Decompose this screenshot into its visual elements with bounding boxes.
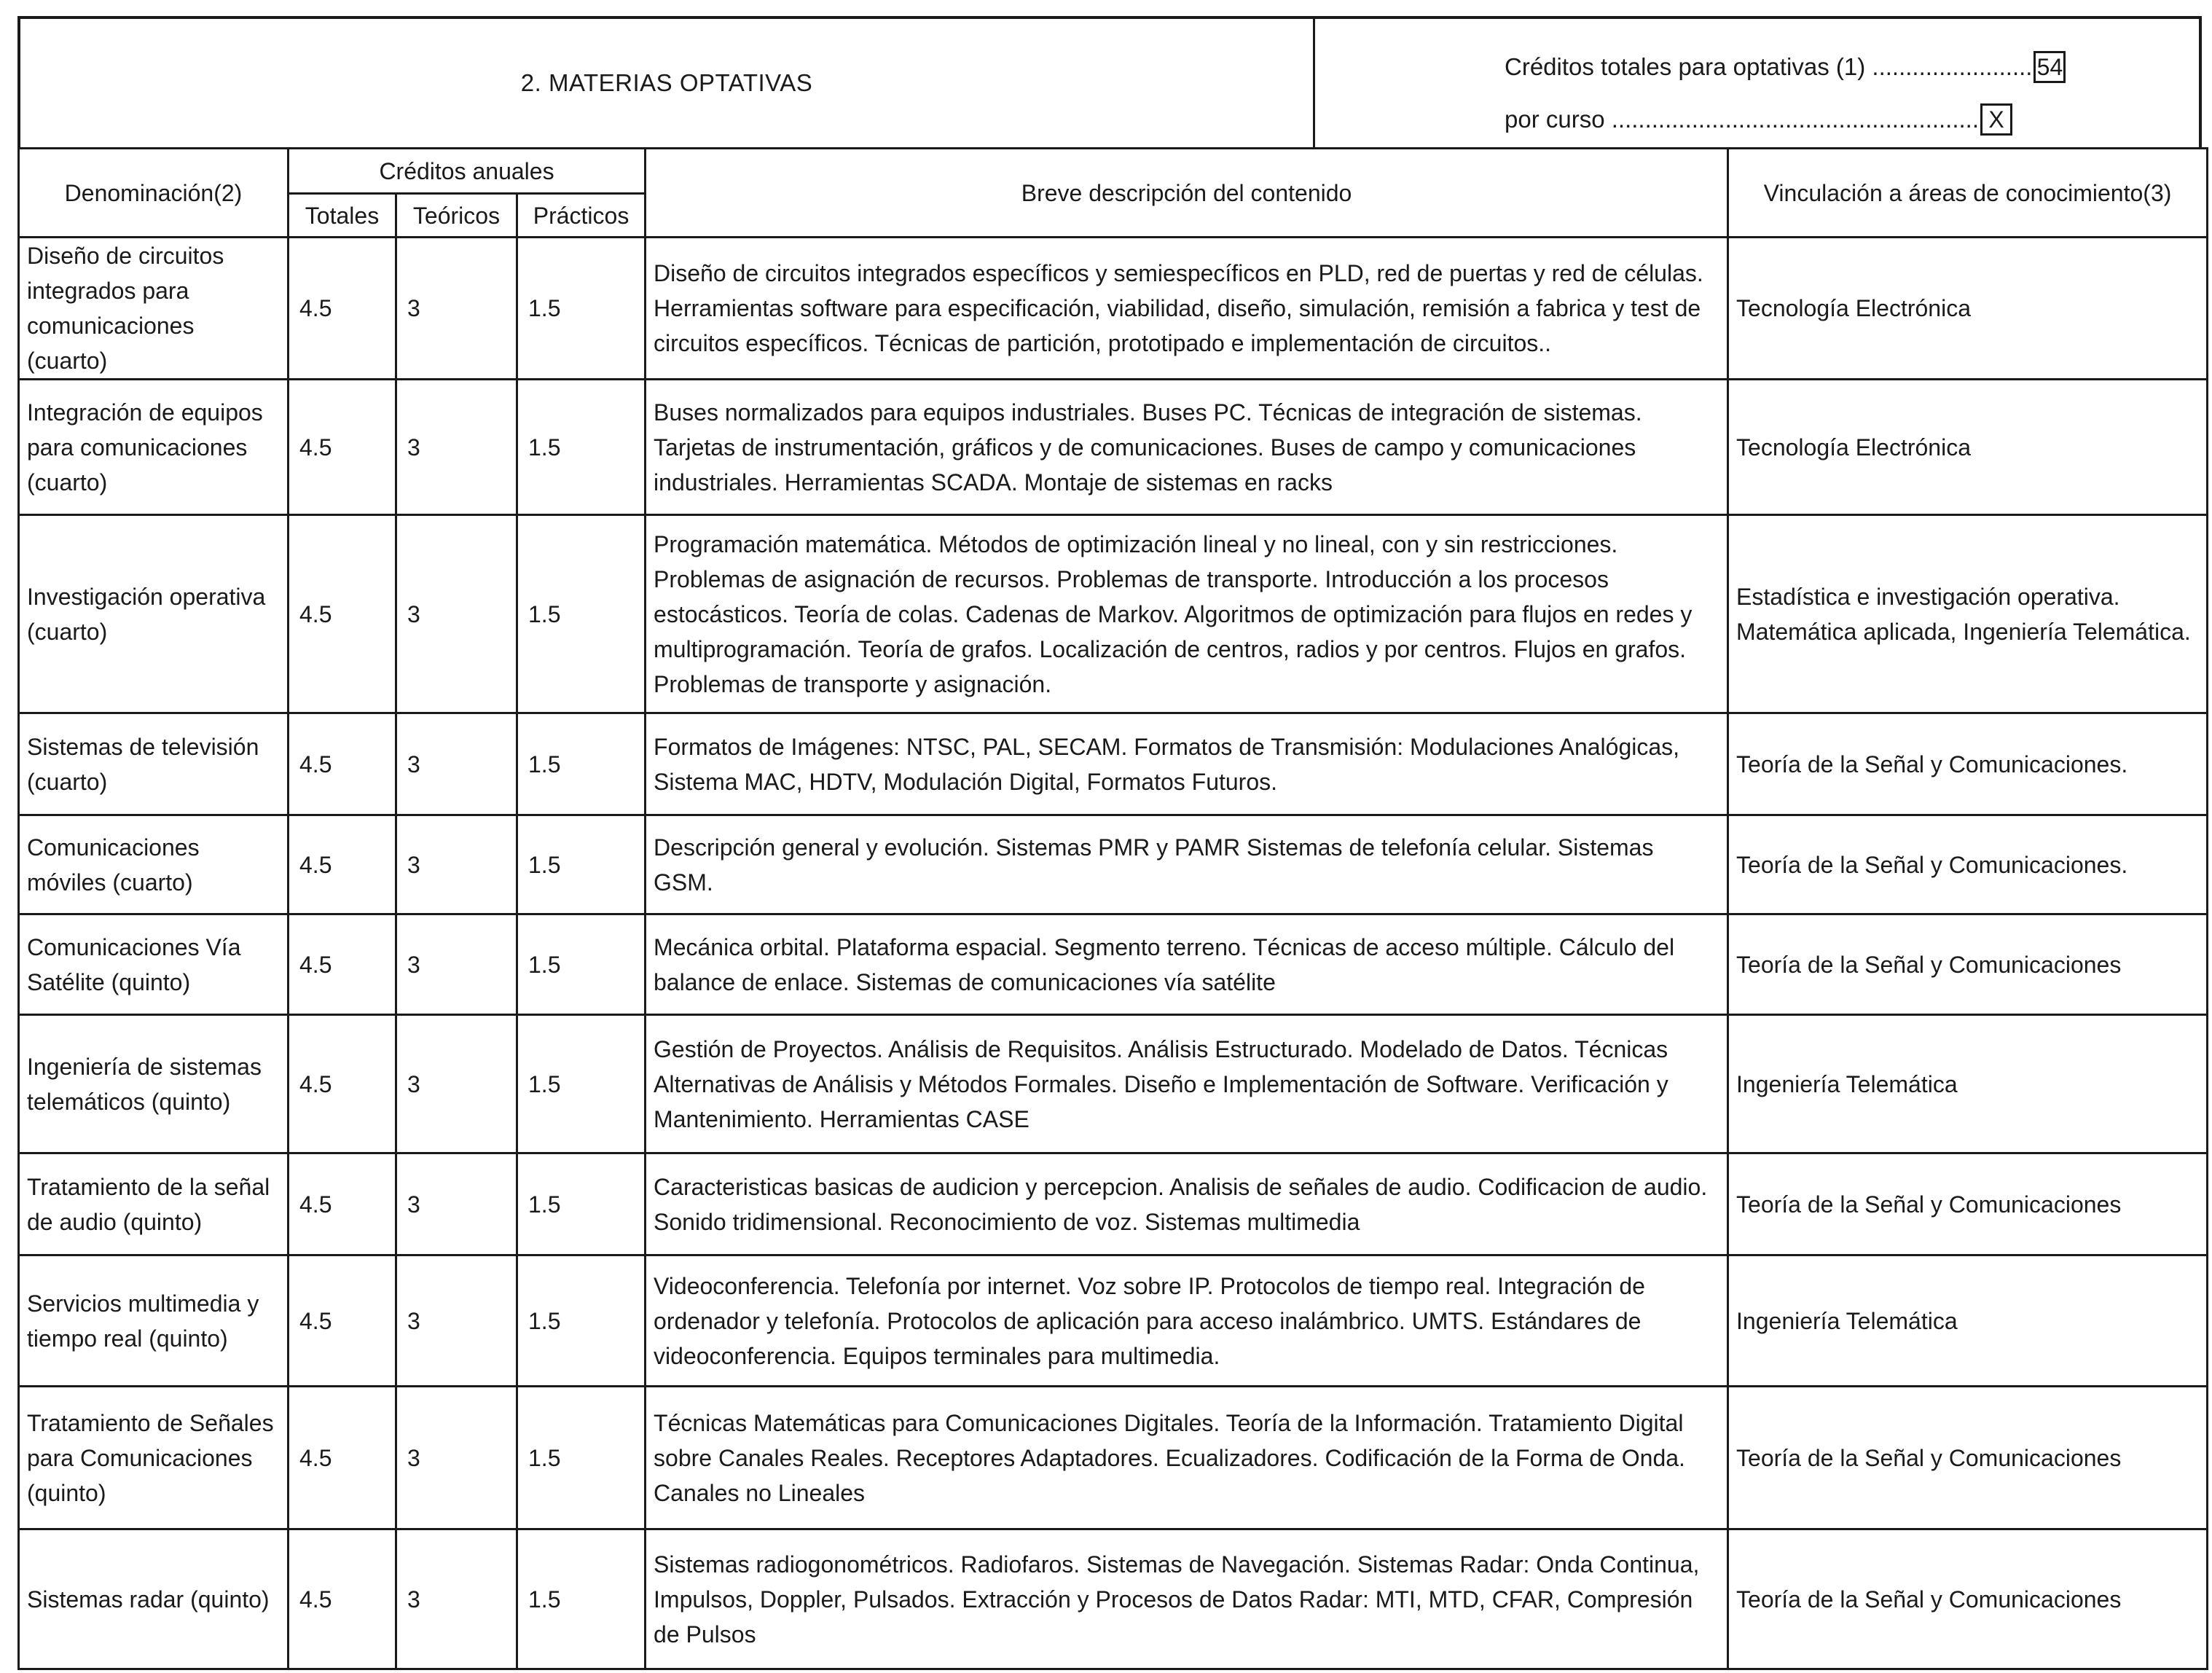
credits-teoricos: 3 [396, 1015, 517, 1153]
per-course-line [1505, 93, 2199, 146]
knowledge-area: Tecnología Electrónica [1728, 380, 2208, 515]
credits-teoricos: 3 [396, 1153, 517, 1255]
subject-name: Tratamiento de la señal de audio (quinto) [19, 1153, 289, 1255]
subject-description: Mecánica orbital. Plataforma espacial. Segmento terreno. Técnicas de acceso múltiple. Cálculo del balance de enlace. Sistemas de comunicaciones vía satélite [646, 914, 1728, 1015]
col-header-teoricos: Teóricos [396, 194, 517, 238]
credits-totales: 4.5 [289, 238, 396, 380]
subject-description: Formatos de Imágenes: NTSC, PAL, SECAM. Formatos de Transmisión: Modulaciones Analógicas, Sistema MAC, HDTV, Modulación Digital, Formatos Futuros. [646, 713, 1728, 815]
credits-totales: 4.5 [289, 1387, 396, 1529]
credits-teoricos: 3 [396, 815, 517, 914]
credits-total-line [1505, 41, 2199, 93]
col-header-descripcion: Breve descripción del contenido [646, 149, 1728, 238]
subject-name: Ingeniería de sistemas telemáticos (quinto) [19, 1015, 289, 1153]
table-row [19, 1255, 2208, 1387]
per-course-checkbox: X [1980, 103, 2012, 136]
credits-total-value: 54 [2033, 51, 2066, 83]
document-sheet [17, 16, 2202, 1670]
table-row [19, 380, 2208, 515]
credits-totales: 4.5 [289, 1153, 396, 1255]
col-header-denominacion: Denominación(2) [19, 149, 289, 238]
knowledge-area: Tecnología Electrónica [1728, 238, 2208, 380]
credits-totales: 4.5 [289, 515, 396, 713]
table-row [19, 515, 2208, 713]
credits-totales: 4.5 [289, 1015, 396, 1153]
credits-practicos: 1.5 [517, 1387, 646, 1529]
credits-practicos: 1.5 [517, 515, 646, 713]
credits-practicos: 1.5 [517, 713, 646, 815]
subject-description: Caracteristicas basicas de audicion y percepcion. Analisis de señales de audio. Codificacion de audio. Sonido tridimensional. Reconocimiento de voz. Sistemas multimedia [646, 1153, 1728, 1255]
section-title: 2. MATERIAS OPTATIVAS [20, 19, 1315, 147]
header-row [19, 149, 2208, 194]
subject-description: Descripción general y evolución. Sistemas PMR y PAMR Sistemas de telefonía celular. Sistemas GSM. [646, 815, 1728, 914]
credits-practicos: 1.5 [517, 1529, 646, 1669]
credits-teoricos: 3 [396, 1255, 517, 1387]
knowledge-area: Teoría de la Señal y Comunicaciones [1728, 1387, 2208, 1529]
col-header-creditos-anuales: Créditos anuales [289, 149, 646, 194]
subject-name: Sistemas radar (quinto) [19, 1529, 289, 1669]
subject-name: Comunicaciones Vía Satélite (quinto) [19, 914, 289, 1015]
table-row [19, 1015, 2208, 1153]
subject-description: Gestión de Proyectos. Análisis de Requisitos. Análisis Estructurado. Modelado de Datos. Técnicas Alternativas de Análisis y Métodos Formales. Diseño e Implementación de Software. Verificación y Mantenimiento. Herramientas CASE [646, 1015, 1728, 1153]
credits-practicos: 1.5 [517, 815, 646, 914]
credits-teoricos: 3 [396, 380, 517, 515]
table-row [19, 713, 2208, 815]
section-header [17, 16, 2202, 147]
credits-practicos: 1.5 [517, 238, 646, 380]
knowledge-area: Ingeniería Telemática [1728, 1255, 2208, 1387]
knowledge-area: Ingeniería Telemática [1728, 1015, 2208, 1153]
credits-teoricos: 3 [396, 515, 517, 713]
credits-practicos: 1.5 [517, 1255, 646, 1387]
credits-teoricos: 3 [396, 1387, 517, 1529]
subject-description: Sistemas radiogonométricos. Radiofaros. Sistemas de Navegación. Sistemas Radar: Onda Continua, Impulsos, Doppler, Pulsados. Extracción y Procesos de Datos Radar: MTI, MTD, CFAR, Compresión de Pulsos [646, 1529, 1728, 1669]
table-row [19, 914, 2208, 1015]
subject-description: Videoconferencia. Telefonía por internet. Voz sobre IP. Protocolos de tiempo real. Integración de ordenador y telefonía. Protocolos de aplicación para acceso inalámbrico. UMTS. Estándares de videoconferencia. Equipos terminales para multimedia. [646, 1255, 1728, 1387]
subject-name: Comunicaciones móviles (cuarto) [19, 815, 289, 914]
subject-name: Sistemas de televisión (cuarto) [19, 713, 289, 815]
knowledge-area: Estadística e investigación operativa. Matemática aplicada, Ingeniería Telemática. [1728, 515, 2208, 713]
credits-totales: 4.5 [289, 815, 396, 914]
knowledge-area: Teoría de la Señal y Comunicaciones [1728, 1529, 2208, 1669]
col-header-practicos: Prácticos [517, 194, 646, 238]
credits-practicos: 1.5 [517, 380, 646, 515]
table-row [19, 1153, 2208, 1255]
knowledge-area: Teoría de la Señal y Comunicaciones. [1728, 713, 2208, 815]
table-row [19, 815, 2208, 914]
col-header-totales: Totales [289, 194, 396, 238]
per-course-label: por curso ....................................................... [1505, 106, 1979, 133]
knowledge-area: Teoría de la Señal y Comunicaciones [1728, 1153, 2208, 1255]
credits-total-label: Créditos totales para optativas (1) ........................ [1505, 53, 2033, 80]
subject-description: Diseño de circuitos integrados específicos y semiespecíficos en PLD, red de puertas y red de células. Herramientas software para especificación, viabilidad, diseño, simulación, remisión a fabrica y test de circuitos específicos. Técnicas de partición, prototipado e implementación de circuitos.. [646, 238, 1728, 380]
credits-practicos: 1.5 [517, 914, 646, 1015]
credits-totales: 4.5 [289, 1529, 396, 1669]
subject-description: Técnicas Matemáticas para Comunicaciones Digitales. Teoría de la Información. Tratamiento Digital sobre Canales Reales. Receptores Adaptadores. Ecualizadores. Codificación de la Forma de Onda. Canales no Lineales [646, 1387, 1728, 1529]
subject-name: Servicios multimedia y tiempo real (quinto) [19, 1255, 289, 1387]
credits-summary [1315, 19, 2199, 147]
credits-totales: 4.5 [289, 713, 396, 815]
credits-teoricos: 3 [396, 1529, 517, 1669]
credits-practicos: 1.5 [517, 1015, 646, 1153]
credits-practicos: 1.5 [517, 1153, 646, 1255]
table-row [19, 238, 2208, 380]
credits-totales: 4.5 [289, 1255, 396, 1387]
table-row [19, 1529, 2208, 1669]
subject-name: Tratamiento de Señales para Comunicaciones (quinto) [19, 1387, 289, 1529]
subject-description: Buses normalizados para equipos industriales. Buses PC. Técnicas de integración de sistemas. Tarjetas de instrumentación, gráficos y de comunicaciones. Buses de campo y comunicaciones industriales. Herramientas SCADA. Montaje de sistemas en racks [646, 380, 1728, 515]
knowledge-area: Teoría de la Señal y Comunicaciones. [1728, 815, 2208, 914]
subject-description: Programación matemática. Métodos de optimización lineal y no lineal, con y sin restricciones. Problemas de asignación de recursos. Problemas de transporte. Introducción a los procesos estocásticos. Teoría de colas. Cadenas de Markov. Algoritmos de optimización para flujos en redes y multiprogramación. Teoría de grafos. Localización de centros, radios y por centros. Flujos en grafos. Problemas de transporte y asignación. [646, 515, 1728, 713]
subject-name: Diseño de circuitos integrados para comunicaciones (cuarto) [19, 238, 289, 380]
credits-totales: 4.5 [289, 914, 396, 1015]
table-row [19, 1387, 2208, 1529]
subject-name: Integración de equipos para comunicaciones (cuarto) [19, 380, 289, 515]
subjects-table [17, 147, 2208, 1670]
col-header-vinculacion: Vinculación a áreas de conocimiento(3) [1728, 149, 2208, 238]
credits-teoricos: 3 [396, 238, 517, 380]
knowledge-area: Teoría de la Señal y Comunicaciones [1728, 914, 2208, 1015]
credits-teoricos: 3 [396, 713, 517, 815]
credits-totales: 4.5 [289, 380, 396, 515]
credits-teoricos: 3 [396, 914, 517, 1015]
subject-name: Investigación operativa (cuarto) [19, 515, 289, 713]
